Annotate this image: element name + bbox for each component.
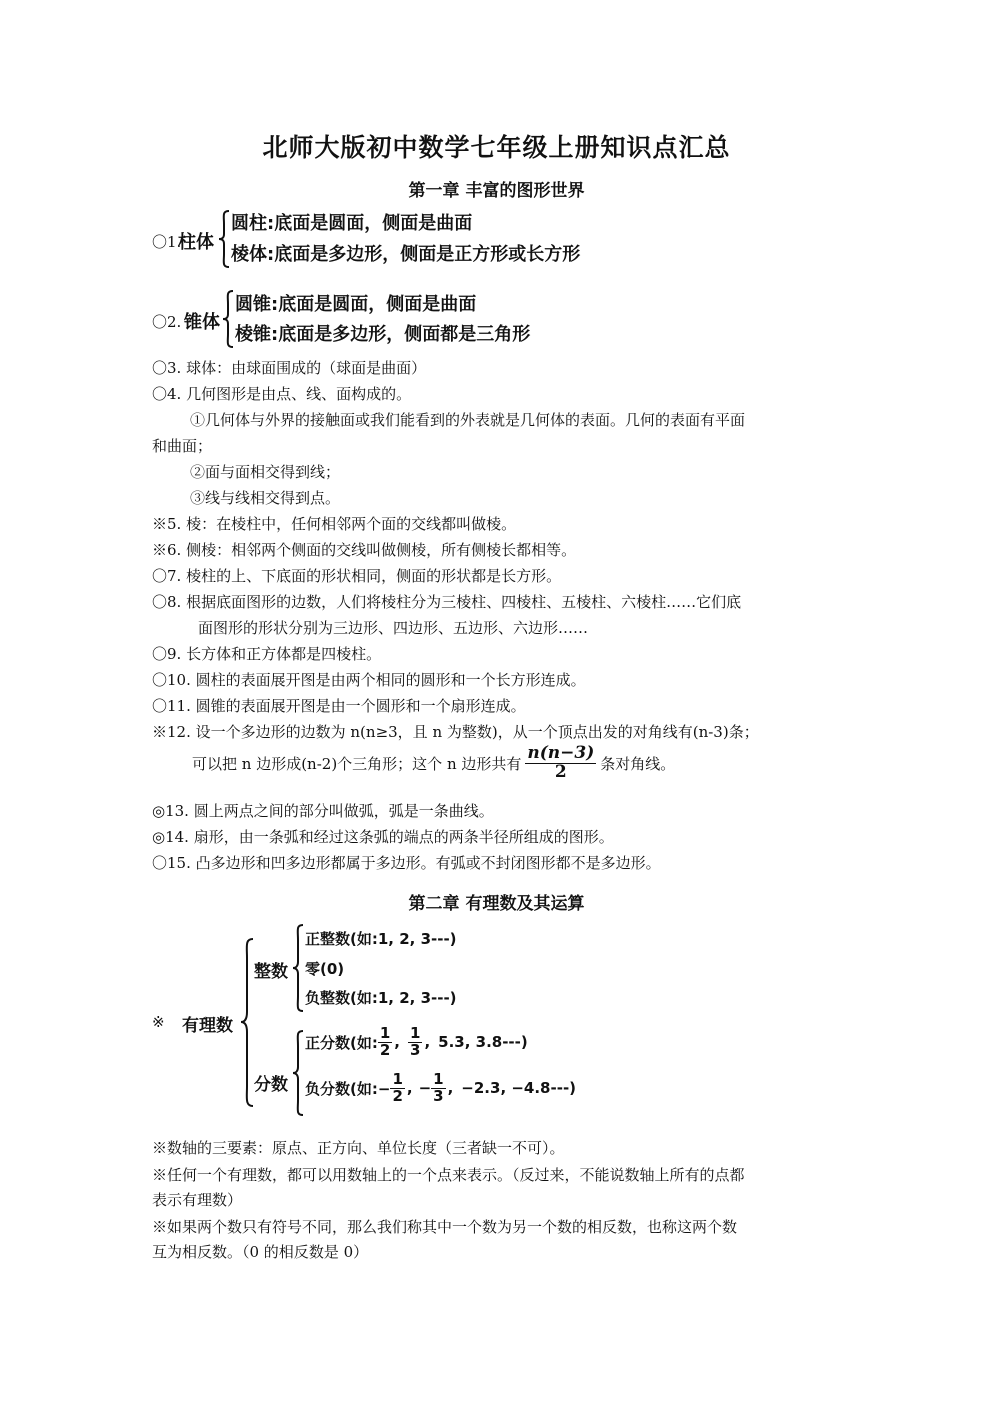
formula-numerator: n(n−3): [527, 743, 595, 763]
formula-denominator: 2: [554, 761, 567, 782]
ch1-line-4: 〇4. 几何图形是由点、线、面构成的。: [152, 385, 412, 403]
positive-fraction-item: [305, 1026, 528, 1059]
neg-fraction-prefix: 负分数(如:−: [305, 1079, 391, 1098]
item2-label: 锥体: [184, 312, 220, 333]
line12b-post: 条对角线。: [600, 754, 676, 773]
negative-fraction-item: [305, 1072, 576, 1105]
pos-fraction-prefix: 正分数(如:: [305, 1033, 378, 1052]
ch1-line-14: ◎14. 扇形，由一条弧和经过这条弧的端点的两条半径所组成的图形。: [152, 828, 614, 846]
ch2-line-2: ※任何一个有理数，都可以用数轴上的一个点来表示。（反过来，不能说数轴上所有的点都: [152, 1166, 745, 1184]
line12b-pre: 可以把 n 边形成(n-2)个三角形；这个 n 边形共有: [192, 754, 522, 773]
neg-third-num: 1: [433, 1070, 444, 1088]
item1-row2: 棱体:底面是多边形，侧面是正方形或长方形: [231, 244, 581, 265]
positive-integer-item: 正整数(如:1, 2, 3---): [305, 930, 457, 948]
ch1-line-10: 〇10. 圆柱的表面展开图是由两个相同的圆形和一个长方形连成。: [152, 671, 586, 689]
neg-sign: −: [418, 1079, 432, 1098]
ch1-line-15: 〇15. 凸多边形和凹多边形都属于多边形。有弧或不封闭图形都不是多边形。: [152, 854, 661, 872]
item1-brace-icon: [218, 210, 230, 268]
item1-mark: 〇1.: [152, 233, 182, 251]
pos-fraction-suffix: 5.3, 3.8---): [438, 1033, 528, 1052]
rational-brace-icon: [240, 938, 254, 1108]
item2-mark: 〇2.: [152, 313, 182, 331]
ch2-line-3-cont: 互为相反数。（0 的相反数是 0）: [152, 1243, 369, 1261]
ch1-line-4c: ③线与线相交得到点。: [190, 489, 341, 507]
page-title: 北师大版初中数学七年级上册知识点汇总: [262, 133, 731, 162]
pos-fraction-third: [408, 1026, 422, 1059]
ch1-line-12: ※12. 设一个多边形的边数为 n(n≥3，且 n 为整数)，从一个顶点出发的对角线有(n-3)条；: [152, 723, 759, 741]
comma-sep: ,: [447, 1079, 454, 1098]
item2-row1: 圆锥:底面是圆面，侧面是曲面: [235, 294, 477, 315]
comma-sep: ,: [406, 1079, 413, 1098]
ch1-line-13: ◎13. 圆上两点之间的部分叫做弧，弧是一条曲线。: [152, 802, 494, 820]
item2-brace-icon: [222, 290, 234, 348]
pos-half-den: 2: [379, 1040, 391, 1059]
ch1-line-8: 〇8. 根据底面图形的边数，人们将棱柱分为三棱柱、四棱柱、五棱柱、六棱柱……它们底: [152, 593, 742, 611]
ch1-line-4a: ①几何体与外界的接触面或我们能看到的外表就是几何体的表面。几何的表面有平面: [190, 411, 746, 429]
item1-label: 柱体: [178, 232, 214, 253]
ch2-line-2-cont: 表示有理数）: [152, 1191, 243, 1209]
rational-root-label: 有理数: [182, 1016, 233, 1036]
comma-sep: ,: [394, 1033, 400, 1052]
ch1-line-3: 〇3. 球体：由球面围成的（球面是曲面）: [152, 359, 427, 377]
fraction-brace-icon: [292, 1030, 304, 1116]
neg-third-den: 3: [433, 1086, 444, 1105]
chapter1-heading: 第一章 丰富的图形世界: [408, 181, 585, 201]
integer-label: 整数: [254, 962, 288, 982]
neg-half-num: 1: [392, 1070, 403, 1088]
ch1-line-4a-cont: 和曲面；: [152, 437, 213, 455]
item2-row2: 棱锥:底面是多边形，侧面都是三角形: [235, 324, 531, 345]
ch2-mark: ※: [152, 1013, 165, 1031]
neg-fraction-third: [431, 1072, 445, 1105]
pos-third-den: 3: [410, 1040, 421, 1059]
ch1-line-9: 〇9. 长方体和正方体都是四棱柱。: [152, 645, 382, 663]
diagonal-formula: [525, 745, 596, 782]
pos-fraction-half: [378, 1026, 392, 1059]
ch1-line-11: 〇11. 圆锥的表面展开图是由一个圆形和一个扇形连成。: [152, 697, 526, 715]
ch1-line-8-cont: 面图形的形状分别为三边形、四边形、五边形、六边形……: [198, 619, 589, 637]
ch1-line-4b: ②面与面相交得到线；: [190, 463, 341, 481]
zero-item: 零(0): [305, 960, 345, 978]
item1-row1: 圆柱:底面是圆面，侧面是曲面: [231, 213, 473, 234]
ch1-line-7: 〇7. 棱柱的上、下底面的形状相同，侧面的形状都是长方形。: [152, 567, 562, 585]
neg-fraction-suffix: −2.3, −4.8---): [461, 1079, 577, 1098]
negative-integer-item: 负整数(如:1, 2, 3---): [305, 989, 457, 1007]
ch2-line-3: ※如果两个数只有符号不同，那么我们称其中一个数为另一个数的相反数，也称这两个数: [152, 1218, 738, 1236]
ch2-line-1: ※数轴的三要素：原点、正方向、单位长度（三者缺一不可）。: [152, 1139, 565, 1157]
ch1-line-5: ※5. 棱：在棱柱中，任何相邻两个面的交线都叫做棱。: [152, 515, 517, 533]
pos-third-num: 1: [410, 1024, 421, 1042]
neg-fraction-half: [390, 1072, 404, 1105]
ch1-line-6: ※6. 侧棱：相邻两个侧面的交线叫做侧棱，所有侧棱长都相等。: [152, 541, 577, 559]
fraction-label: 分数: [254, 1075, 288, 1095]
pos-half-num: 1: [379, 1024, 391, 1042]
comma-sep: ,: [424, 1033, 431, 1052]
ch1-line-12b: [192, 745, 675, 782]
integer-brace-icon: [292, 924, 304, 1012]
neg-half-den: 2: [392, 1086, 403, 1105]
chapter2-heading: 第二章 有理数及其运算: [408, 894, 585, 914]
